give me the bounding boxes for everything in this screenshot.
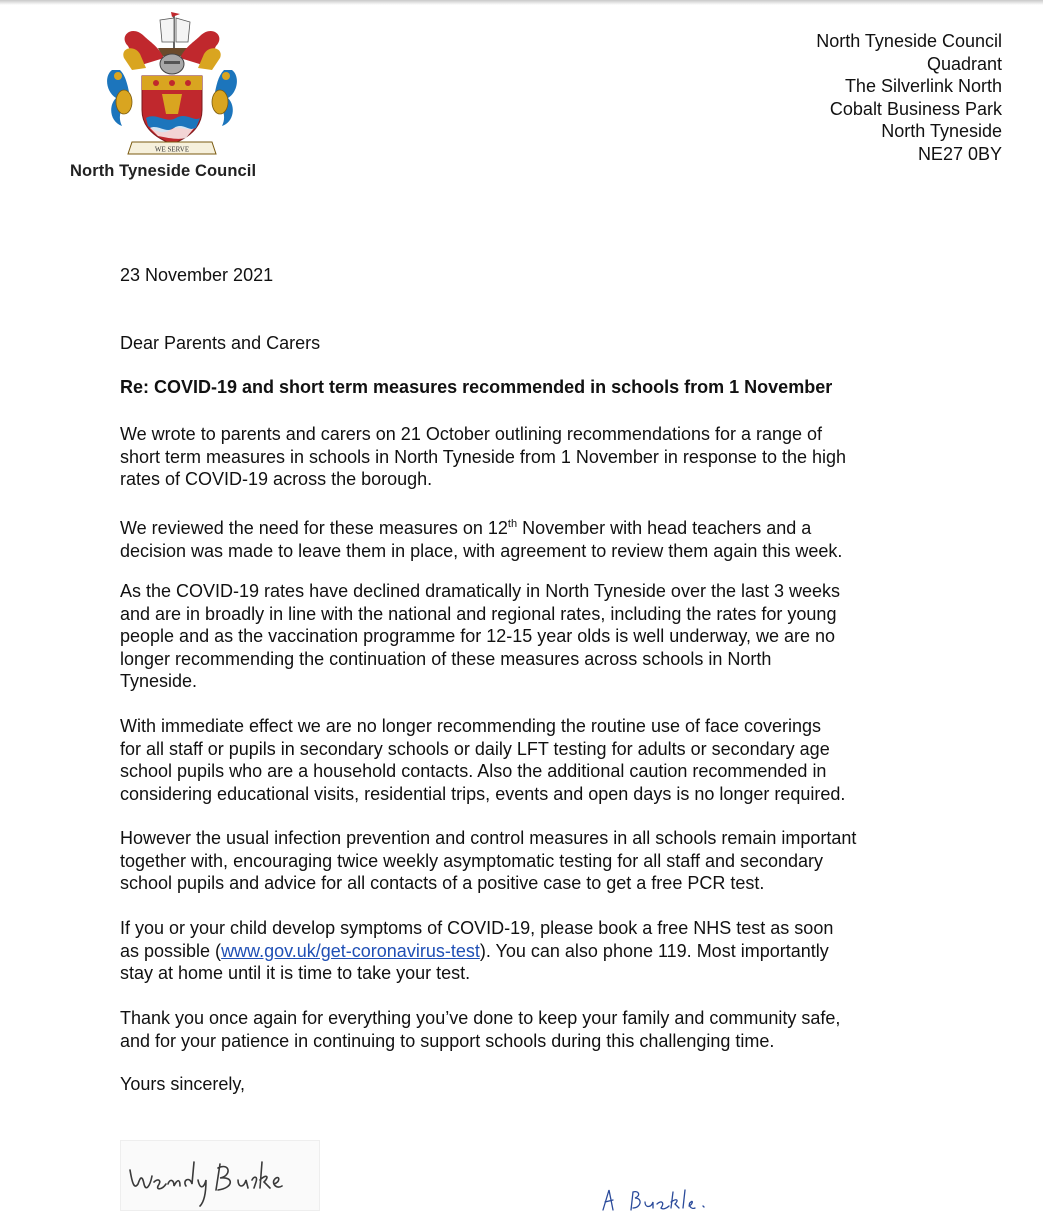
page-top-edge (0, 0, 1043, 5)
paragraph-5 (120, 827, 940, 895)
text-segment: as possible ( (120, 940, 222, 961)
text-line: longer recommending the continuation of these measures across schools in North (120, 648, 772, 669)
address-line: The Silverlink North (844, 76, 1002, 96)
text-line: If you or your child develop symptoms of COVID-19, please book a free NHS test as soon (120, 918, 834, 938)
signature-a-buckle (595, 1180, 725, 1211)
coronavirus-test-link[interactable]: www.gov.uk/get-coronavirus-test (221, 940, 480, 961)
address-line: Quadrant (926, 53, 1002, 74)
letter-date: 23 November 2021 (120, 265, 274, 285)
text-line: short term measures in schools in North Tyneside from 1 November in response to the high (120, 446, 847, 467)
text-line: As the COVID-19 rates have declined dramatically in North Tyneside over the last 3 weeks (120, 581, 841, 601)
text-segment: We reviewed the need for these measures on 12 (120, 518, 508, 538)
paragraph-7 (120, 1007, 940, 1052)
paragraph-2 (120, 513, 940, 562)
text-line (120, 940, 940, 963)
text-segment: November with head teachers and a (517, 518, 812, 538)
text-line: and are in broadly in line with the national and regional rates, including the rates for young (120, 603, 837, 624)
paragraph-4 (120, 715, 940, 805)
subject-line: Re: COVID-19 and short term measures recommended in schools from 1 November (120, 377, 833, 397)
sender-address (816, 30, 1002, 165)
text-line: and for your patience in continuing to support schools during this challenging time. (120, 1030, 775, 1051)
crest-motto: WE SERVE (154, 145, 190, 154)
signature-wendy-burke (120, 1140, 320, 1211)
text-line: Thank you once again for everything you’ve done to keep your family and community safe, (120, 1008, 841, 1028)
paragraph-6 (120, 917, 940, 985)
paragraph-1 (120, 423, 940, 491)
superscript: th (507, 518, 518, 530)
text-line (120, 513, 940, 540)
salutation: Dear Parents and Carers (120, 333, 321, 353)
council-crest-logo (98, 6, 246, 158)
address-line: North Tyneside Council (816, 31, 1002, 51)
text-line: Tyneside. (120, 671, 198, 691)
address-line: Cobalt Business Park (829, 98, 1002, 119)
text-line: considering educational visits, residential trips, events and open days is no longer required. (120, 783, 846, 804)
organisation-name: North Tyneside Council (70, 162, 257, 180)
text-segment: ). You can also phone 119. Most importantly (479, 940, 829, 961)
text-line: decision was made to leave them in place, with agreement to review them again this week. (120, 540, 843, 561)
closing: Yours sincerely, (120, 1074, 246, 1094)
text-line: school pupils and advice for all contacts of a positive case to get a free PCR test. (120, 873, 765, 893)
text-line: We wrote to parents and carers on 21 October outlining recommendations for a range of (120, 424, 823, 444)
address-line: North Tyneside (881, 121, 1002, 141)
text-line: With immediate effect we are no longer recommending the routine use of face coverings (120, 716, 822, 736)
text-line: stay at home until it is time to take your test. (120, 963, 471, 983)
text-line: However the usual infection prevention and control measures in all schools remain important (120, 828, 857, 848)
paragraph-3 (120, 580, 940, 693)
text-line: school pupils who are a household contacts. Also the additional caution recommended in (120, 761, 827, 781)
text-line: together with, encouraging twice weekly asymptomatic testing for all staff and secondary (120, 850, 824, 871)
text-line: for all staff or pupils in secondary schools or daily LFT testing for adults or secondary age (120, 738, 830, 759)
text-line: rates of COVID-19 across the borough. (120, 469, 433, 489)
address-line: NE27 0BY (917, 143, 1002, 164)
text-line: people and as the vaccination programme for 12-15 year olds is well underway, we are no (120, 626, 836, 646)
